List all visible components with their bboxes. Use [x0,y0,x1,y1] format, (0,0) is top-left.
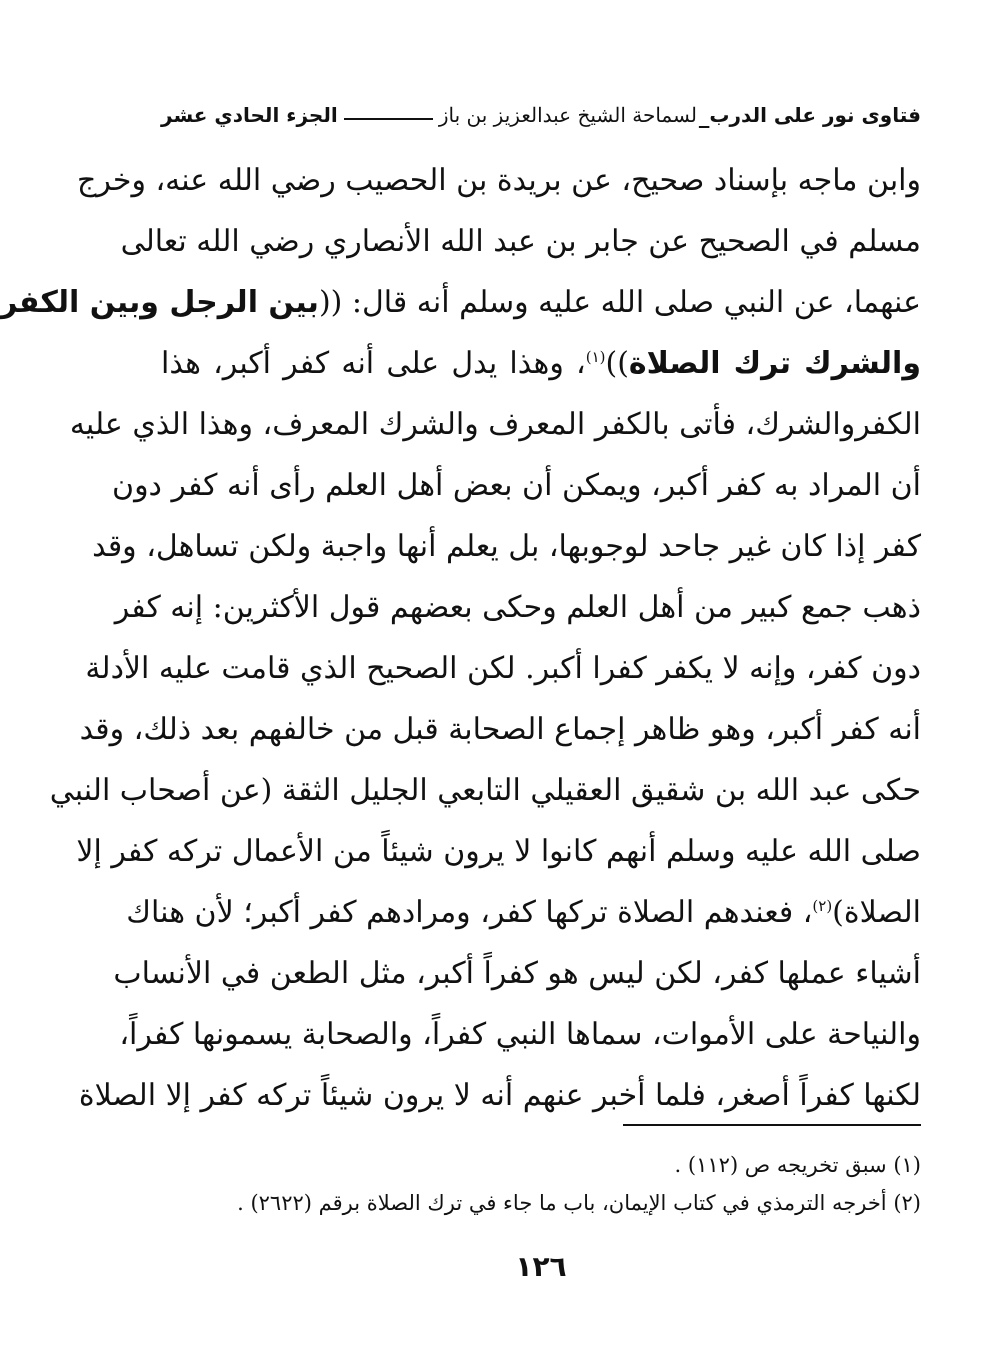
line-text: والنياحة على الأموات، سماها النبي كفراً، والصحابة يسمونها كفراً، [119,1017,921,1052]
author-name: لسماحة الشيخ عبدالعزيز بن باز [438,103,697,127]
footnote: (١) سبق تخريجه ص (١١٢) . [674,1153,921,1177]
line-text: أشياء عملها كفر، لكن ليس هو كفراً أكبر، مثل الطعن في الأنساب [113,956,921,991]
line-text: الصلاة) [832,895,921,930]
text-line [78,1065,921,1126]
text-line [114,577,921,638]
text-line [112,455,921,516]
text-line [161,333,921,394]
text-line [49,760,921,821]
line-text: ذهب جمع كبير من أهل العلم وحكى بعضهم قول الأكثرين: إنه كفر [114,590,921,625]
line-text: عنهما، عن النبي صلى الله عليه وسلم أنه قال: (( [318,285,921,320]
hadith-quote: بين الرجل وبين الكفر [0,285,319,320]
line-text: كفر إذا كان غير جاحد لوجوبها، بل يعلم أنها واجبة ولكن تساهل، وقد [92,529,921,564]
footnote-marker: (٢) [812,897,833,915]
line-text: الكفروالشرك، فأتى بالكفر المعرف والشرك المعرف، وهذا الذي عليه [69,407,921,442]
running-header [161,100,921,130]
line-text: صلى الله عليه وسلم أنهم كانوا لا يرون شيئاً من الأعمال تركه كفر إلا [76,834,921,869]
line-text: وابن ماجه بإسناد صحيح، عن بريدة بن الحصيب رضي الله عنه، وخرج [77,163,921,198]
footnotes [161,1148,921,1224]
text-line [77,150,921,211]
body-text [0,150,921,1126]
text-line [79,699,921,760]
text-line [119,1004,921,1065]
header-dash: _ [698,102,710,128]
hadith-quote: والشرك ترك الصلاة [628,346,921,381]
text-line [69,394,921,455]
text-line [0,272,921,333]
line-text: حكى عبد الله بن شقيق العقيلي التابعي الجليل الثقة (عن أصحاب النبي [49,773,921,808]
quote-close: )) [605,346,629,381]
volume-label: الجزء الحادي عشر [161,103,338,127]
header-rule [344,118,433,120]
line-text: أن المراد به كفر أكبر، ويمكن أن بعض أهل العلم رأى أنه كفر دون [112,468,921,503]
line-text: دون كفر، وإنه لا يكفر كفرا أكبر. لكن الصحيح الذي قامت عليه الأدلة [85,651,921,686]
text-line [126,882,921,943]
text-line [76,821,921,882]
text-line [85,638,921,699]
line-text: أنه كفر أكبر، وهو ظاهر إجماع الصحابة قبل من خالفهم بعد ذلك، وقد [79,712,921,747]
text-line [113,943,921,1004]
line-text: لكنها كفراً أصغر، فلما أخبر عنهم أنه لا يرون شيئاً تركه كفر إلا الصلاة [78,1078,921,1113]
text-line [92,516,921,577]
text-line [120,211,921,272]
page-number: ١٢٦ [515,1250,567,1283]
footnote: (٢) أخرجه الترمذي في كتاب الإيمان، باب ما جاء في ترك الصلاة برقم (٢٦٢٢) . [237,1191,921,1215]
line-text: ، فعندهم الصلاة تركها كفر، ومرادهم كفر أكبر؛ لأن هناك [126,895,813,930]
line-text: ، وهذا يدل على أنه كفر أكبر، هذا [161,346,586,381]
book-title: فتاوى نور على الدرب [709,103,921,127]
footnote-separator [623,1124,921,1126]
footnote-marker: (١) [585,348,606,366]
line-text: مسلم في الصحيح عن جابر بن عبد الله الأنصاري رضي الله تعالى [120,224,921,259]
